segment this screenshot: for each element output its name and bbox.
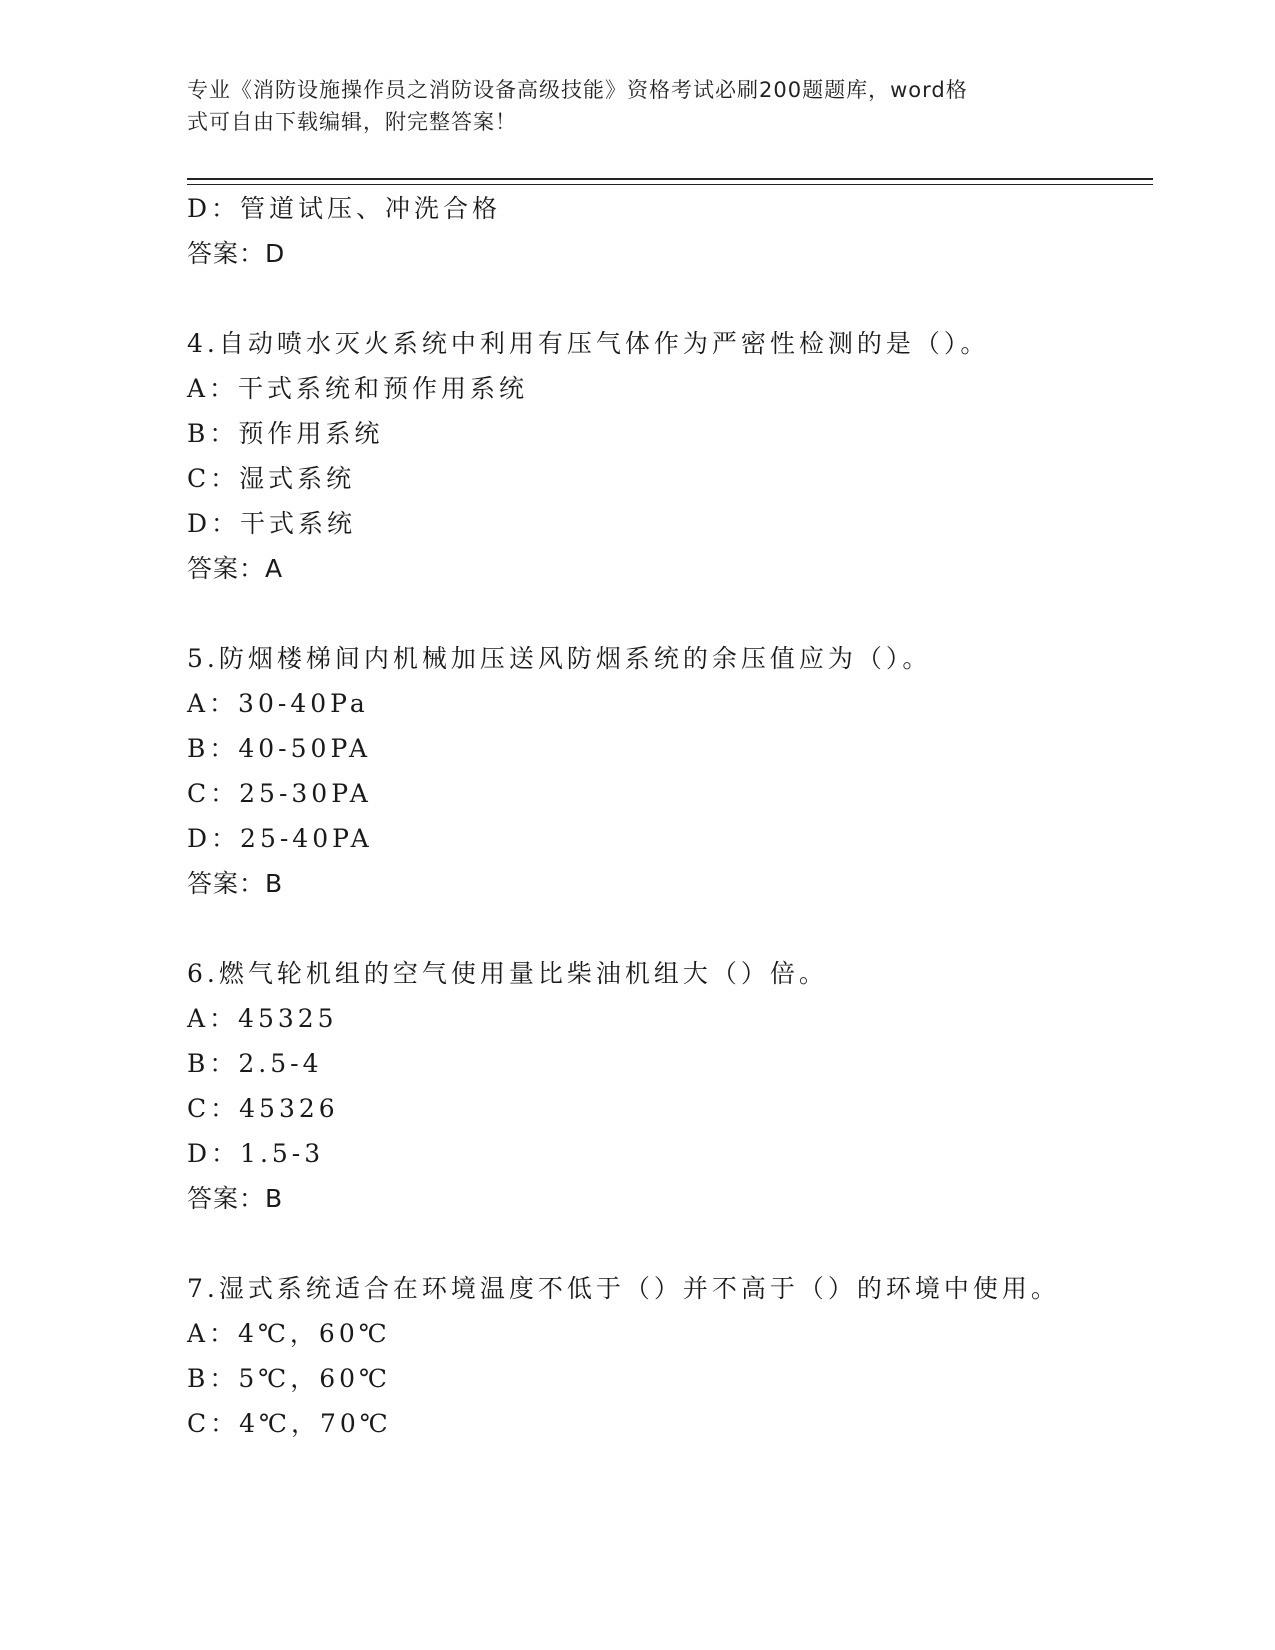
q7-option-b: B：5℃，60℃ xyxy=(187,1364,392,1393)
q7-option-c: C：4℃，70℃ xyxy=(187,1409,392,1438)
header-line-1: 专业《消防设施操作员之消防设备高级技能》资格考试必刷200题题库，word格 xyxy=(187,78,968,102)
q6-option-b: B：2.5-4 xyxy=(187,1049,323,1078)
document-header xyxy=(187,74,1067,138)
q4-option-d: D：干式系统 xyxy=(187,509,357,538)
q4-option-c: C：湿式系统 xyxy=(187,464,356,493)
q5-stem: 5.防烟楼梯间内机械加压送风防烟系统的余压值应为（）。 xyxy=(187,644,932,673)
q3-option-d: D：管道试压、冲洗合格 xyxy=(187,194,502,223)
q5-answer: 答案：B xyxy=(187,869,284,898)
q6-option-c: C：45326 xyxy=(187,1094,339,1123)
q4-stem: 4.自动喷水灭火系统中利用有压气体作为严密性检测的是（）。 xyxy=(187,329,990,358)
q6-stem: 6.燃气轮机组的空气使用量比柴油机组大（）倍。 xyxy=(187,959,828,988)
q7-option-a: A：4℃，60℃ xyxy=(187,1319,391,1348)
q5-option-b: B：40-50PA xyxy=(187,734,372,763)
q4-option-b: B：预作用系统 xyxy=(187,419,384,448)
q3-answer: 答案：D xyxy=(187,239,286,268)
q7-stem: 7.湿式系统适合在环境温度不低于（）并不高于（）的环境中使用。 xyxy=(187,1274,1060,1303)
q6-option-d: D：1.5-3 xyxy=(187,1139,325,1168)
q5-option-d: D：25-40PA xyxy=(187,824,373,853)
header-divider-thin xyxy=(187,184,1153,185)
q4-option-a: A：干式系统和预作用系统 xyxy=(187,374,529,403)
q4-answer: 答案：A xyxy=(187,554,284,583)
header-line-2: 式可自由下载编辑，附完整答案！ xyxy=(187,110,517,134)
header-divider-thick xyxy=(187,178,1153,180)
q5-option-a: A：30-40Pa xyxy=(187,689,369,718)
q6-option-a: A：45325 xyxy=(187,1004,338,1033)
q5-option-c: C：25-30PA xyxy=(187,779,372,808)
q6-answer: 答案：B xyxy=(187,1184,284,1213)
